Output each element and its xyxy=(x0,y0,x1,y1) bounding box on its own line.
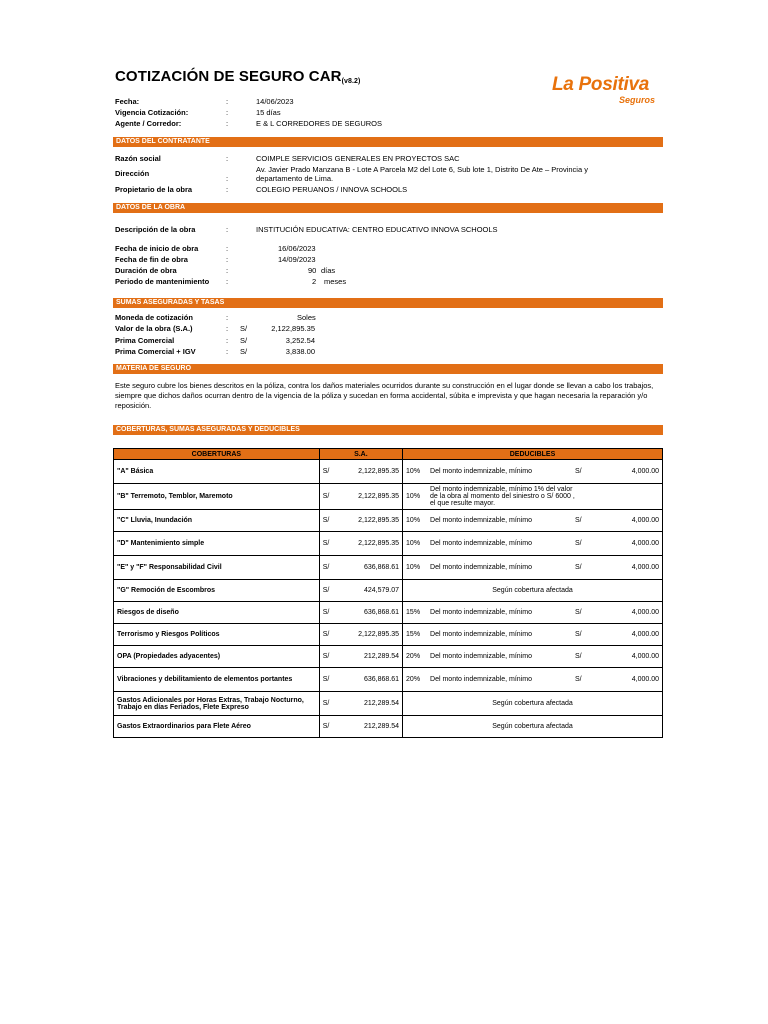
deductible-desc: Según cobertura afectada xyxy=(492,700,573,707)
razon-social-sep: : xyxy=(226,154,229,163)
sum-insured-cell xyxy=(319,646,402,668)
direccion-value-line2: departamento de Lima. xyxy=(256,174,334,183)
deductible-currency: S/ xyxy=(575,676,582,683)
mantenimiento-value: 2 xyxy=(312,277,317,286)
deductible-pct: 10% xyxy=(406,468,421,475)
sum-insured-cell xyxy=(319,460,402,484)
sum-insured-value: 2,122,895.35 xyxy=(358,468,400,475)
descripcion-sep: : xyxy=(226,225,229,234)
sum-insured-currency: S/ xyxy=(322,700,330,707)
deductible-desc: Según cobertura afectada xyxy=(492,587,573,594)
deductible-pct: 10% xyxy=(406,564,421,571)
deductible-amount: 4,000.00 xyxy=(631,564,659,571)
materia-line-2: siempre que dichos daños ocurran dentro de la vigencia de la póliza y sucedan en forma accidental, súbita e imprevista y que hagan necesaria la reparación y/o xyxy=(115,391,648,400)
logo-subtext: Seguros xyxy=(619,95,656,105)
deductible-amount: 4,000.00 xyxy=(631,676,659,683)
section-contratante: DATOS DEL CONTRATANTE xyxy=(113,137,663,147)
materia-line-3: reposición. xyxy=(115,401,152,410)
table-row xyxy=(114,460,663,484)
sum-insured-currency: S/ xyxy=(322,676,330,683)
deductible-desc: Del monto indemnizable, mínimo xyxy=(430,564,532,571)
duracion-value: 90 xyxy=(308,266,317,275)
inicio-sep: : xyxy=(226,244,229,253)
moneda-value: Soles xyxy=(297,313,316,322)
validity-value: 15 días xyxy=(256,108,281,117)
deductible-pct: 10% xyxy=(406,517,421,524)
deductible-cell xyxy=(403,510,663,532)
section-obra: DATOS DE LA OBRA xyxy=(113,203,663,213)
materia-line-1: Este seguro cubre los bienes descritos en la póliza, contra los daños materiales ocurridos durante su construcción en el lugar donde se llevan a cabo los trabajos, xyxy=(115,381,654,390)
coverage-name: "A" Básica xyxy=(114,460,320,484)
sum-insured-value: 424,579.07 xyxy=(363,587,400,594)
deductible-currency: S/ xyxy=(575,653,582,660)
deductible-desc: Del monto indemnizable, mínimo xyxy=(430,609,532,616)
deductible-pct: 20% xyxy=(406,676,421,683)
inicio-label: Fecha de inicio de obra xyxy=(115,244,199,253)
sum-insured-cell xyxy=(319,532,402,556)
mantenimiento-label: Periodo de mantenimiento xyxy=(115,277,210,286)
deductible-pct: 15% xyxy=(406,609,421,616)
prima-igv-label: Prima Comercial + IGV xyxy=(115,347,196,356)
date-label: Fecha: xyxy=(115,97,140,106)
deductible-amount: 4,000.00 xyxy=(631,609,659,616)
sum-insured-currency: S/ xyxy=(322,653,330,660)
validity-sep: : xyxy=(226,108,229,117)
mantenimiento-sep: : xyxy=(226,277,229,286)
deductible-amount: 4,000.00 xyxy=(631,540,659,547)
sum-insured-cell xyxy=(319,624,402,646)
deductible-desc: Del monto indemnizable, mínimo 1% del valor de la obra al momento del siniestro o S/ 6000 , el que resulte mayor. xyxy=(430,486,575,507)
deductible-desc: Del monto indemnizable, mínimo xyxy=(430,631,532,638)
date-value: 14/06/2023 xyxy=(256,97,294,106)
sum-insured-value: 2,122,895.35 xyxy=(358,517,400,524)
sum-insured-value: 2,122,895.35 xyxy=(358,631,400,638)
agent-sep: : xyxy=(226,119,229,128)
prima-value: 3,252.54 xyxy=(285,336,315,345)
section-materia: MATERIA DE SEGURO xyxy=(113,364,663,374)
sum-insured-cell xyxy=(319,692,402,716)
coverage-name: Vibraciones y debilitamiento de elementos portantes xyxy=(114,668,320,692)
propietario-label: Propietario de la obra xyxy=(115,185,193,194)
sum-insured-currency: S/ xyxy=(322,587,330,594)
table-row xyxy=(114,580,663,602)
sum-insured-cell xyxy=(319,668,402,692)
sum-insured-cell xyxy=(319,484,402,510)
sum-insured-value: 636,868.61 xyxy=(363,609,400,616)
direccion-value-line1: Av. Javier Prado Manzana B - Lote A Parcela M2 del Lote 6, Sub lote 1, Distrito De Ate – Provincia y xyxy=(256,165,588,174)
sum-insured-value: 636,868.61 xyxy=(363,564,400,571)
sum-insured-cell xyxy=(319,580,402,602)
prima-igv-sep: : xyxy=(226,347,229,356)
sum-insured-currency: S/ xyxy=(322,540,330,547)
table-row xyxy=(114,556,663,580)
table-row xyxy=(114,510,663,532)
logo-text: La Positiva xyxy=(552,74,650,95)
deductible-cell xyxy=(403,580,663,602)
section-sumas: SUMAS ASEGURADAS Y TASAS xyxy=(113,298,663,308)
valor-obra-value: 2,122,895.35 xyxy=(271,324,315,333)
deductible-desc: Según cobertura afectada xyxy=(492,723,573,730)
coverage-name: Terrorismo y Riesgos Políticos xyxy=(114,624,320,646)
sum-insured-currency: S/ xyxy=(322,723,330,730)
agent-value: E & L CORREDORES DE SEGUROS xyxy=(256,119,382,128)
fin-value: 14/09/2023 xyxy=(278,255,316,264)
sum-insured-currency: S/ xyxy=(322,493,330,500)
razon-social-value: COIMPLE SERVICIOS GENERALES EN PROYECTOS SAC xyxy=(256,154,460,163)
sum-insured-currency: S/ xyxy=(322,609,330,616)
coverage-table xyxy=(113,448,663,738)
mantenimiento-unit: meses xyxy=(324,277,347,286)
deductible-cell xyxy=(403,668,663,692)
deductible-cell xyxy=(403,460,663,484)
propietario-sep: : xyxy=(226,185,229,194)
table-row xyxy=(114,716,663,738)
coverage-name: OPA (Propiedades adyacentes) xyxy=(114,646,320,668)
document-title: COTIZACIÓN DE SEGURO $CAR_{(v8.2)}$ xyxy=(115,68,361,85)
deductible-cell xyxy=(403,646,663,668)
sum-insured-value: 636,868.61 xyxy=(363,676,400,683)
coverage-name: Gastos Adicionales por Horas Extras, Trabajo Nocturno, Trabajo en días Feriados, Flete Expreso xyxy=(114,692,320,716)
deductible-cell xyxy=(403,532,663,556)
deductible-currency: S/ xyxy=(575,540,582,547)
sum-insured-value: 2,122,895.35 xyxy=(358,540,400,547)
direccion-label: Dirección xyxy=(115,169,150,178)
coverage-name: "E" y "F" Responsabilidad Civil xyxy=(114,556,320,580)
deductible-currency: S/ xyxy=(575,468,582,475)
propietario-value: COLEGIO PERUANOS / INNOVA SCHOOLS xyxy=(256,185,408,194)
la-positiva-logo xyxy=(552,74,662,110)
valor-obra-currency: S/ xyxy=(240,324,248,333)
sum-insured-value: 212,289.54 xyxy=(363,700,400,707)
table-row xyxy=(114,692,663,716)
date-sep: : xyxy=(226,97,229,106)
coverage-header-ded: DEDUCIBLES xyxy=(403,449,663,460)
deductible-amount: 4,000.00 xyxy=(631,517,659,524)
deductible-pct: 10% xyxy=(406,493,421,500)
prima-igv-currency: S/ xyxy=(240,347,248,356)
sum-insured-cell xyxy=(319,510,402,532)
prima-sep: : xyxy=(226,336,229,345)
deductible-cell xyxy=(403,556,663,580)
direccion-sep: : xyxy=(226,174,229,183)
table-row xyxy=(114,646,663,668)
table-row xyxy=(114,602,663,624)
inicio-value: 16/06/2023 xyxy=(278,244,316,253)
table-row xyxy=(114,484,663,510)
prima-label: Prima Comercial xyxy=(115,336,175,345)
coverage-header-name: COBERTURAS xyxy=(114,449,320,460)
deductible-cell xyxy=(403,484,663,510)
prima-currency: S/ xyxy=(240,336,248,345)
deductible-currency: S/ xyxy=(575,631,582,638)
duracion-label: Duración de obra xyxy=(115,266,177,275)
sum-insured-value: 212,289.54 xyxy=(363,653,400,660)
deductible-currency: S/ xyxy=(575,517,582,524)
sum-insured-currency: S/ xyxy=(322,517,330,524)
coverage-header-row xyxy=(114,449,663,460)
validity-label: Vigencia Cotización: xyxy=(115,108,189,117)
coverage-name: "C" Lluvia, Inundación xyxy=(114,510,320,532)
fin-sep: : xyxy=(226,255,229,264)
sum-insured-cell xyxy=(319,556,402,580)
deductible-desc: Del monto indemnizable, mínimo xyxy=(430,468,532,475)
table-row xyxy=(114,668,663,692)
deductible-cell xyxy=(403,716,663,738)
valor-obra-label: Valor de la obra (S.A.) xyxy=(115,324,193,333)
sum-insured-cell xyxy=(319,602,402,624)
sum-insured-value: 2,122,895.35 xyxy=(358,493,400,500)
deductible-desc: Del monto indemnizable, mínimo xyxy=(430,517,532,524)
coverage-header-sa: S.A. xyxy=(319,449,402,460)
deductible-amount: 4,000.00 xyxy=(631,653,659,660)
sum-insured-currency: S/ xyxy=(322,564,330,571)
deductible-currency: S/ xyxy=(575,609,582,616)
moneda-sep: : xyxy=(226,313,229,322)
deductible-cell xyxy=(403,602,663,624)
coverage-name: "B" Terremoto, Temblor, Maremoto xyxy=(114,484,320,510)
duracion-sep: : xyxy=(226,266,229,275)
coverage-body xyxy=(114,460,663,738)
sum-insured-currency: S/ xyxy=(322,468,330,475)
deductible-pct: 10% xyxy=(406,540,421,547)
razon-social-label: Razón social xyxy=(115,154,161,163)
table-row xyxy=(114,532,663,556)
descripcion-label: Descripción de la obra xyxy=(115,225,196,234)
deductible-amount: 4,000.00 xyxy=(631,631,659,638)
agent-label: Agente / Corredor: xyxy=(115,119,182,128)
deductible-pct: 20% xyxy=(406,653,421,660)
deductible-desc: Del monto indemnizable, mínimo xyxy=(430,653,532,660)
sum-insured-cell xyxy=(319,716,402,738)
coverage-name: "D" Mantenimiento simple xyxy=(114,532,320,556)
version-label: (v8.2) xyxy=(341,78,361,85)
deductible-cell xyxy=(403,692,663,716)
section-coberturas: COBERTURAS, SUMAS ASEGURADAS Y DEDUCIBLES xyxy=(113,425,663,435)
valor-obra-sep: : xyxy=(226,324,229,333)
deductible-cell xyxy=(403,624,663,646)
deductible-desc: Del monto indemnizable, mínimo xyxy=(430,676,532,683)
sum-insured-value: 212,289.54 xyxy=(363,723,400,730)
sum-insured-currency: S/ xyxy=(322,631,330,638)
moneda-label: Moneda de cotización xyxy=(115,313,193,322)
deductible-pct: 15% xyxy=(406,631,421,638)
deductible-currency: S/ xyxy=(575,564,582,571)
duracion-unit: días xyxy=(321,266,336,275)
coverage-name: Riesgos de diseño xyxy=(114,602,320,624)
coverage-name: "G" Remoción de Escombros xyxy=(114,580,320,602)
deductible-amount: 4,000.00 xyxy=(631,468,659,475)
table-row xyxy=(114,624,663,646)
coverage-name: Gastos Extraordinarios para Flete Aéreo xyxy=(114,716,320,738)
descripcion-value: INSTITUCIÓN EDUCATIVA: CENTRO EDUCATIVO INNOVA SCHOOLS xyxy=(256,225,498,234)
fin-label: Fecha de fin de obra xyxy=(115,255,188,264)
materia-paragraph xyxy=(115,381,663,411)
prima-igv-value: 3,838.00 xyxy=(285,347,315,356)
deductible-desc: Del monto indemnizable, mínimo xyxy=(430,540,532,547)
